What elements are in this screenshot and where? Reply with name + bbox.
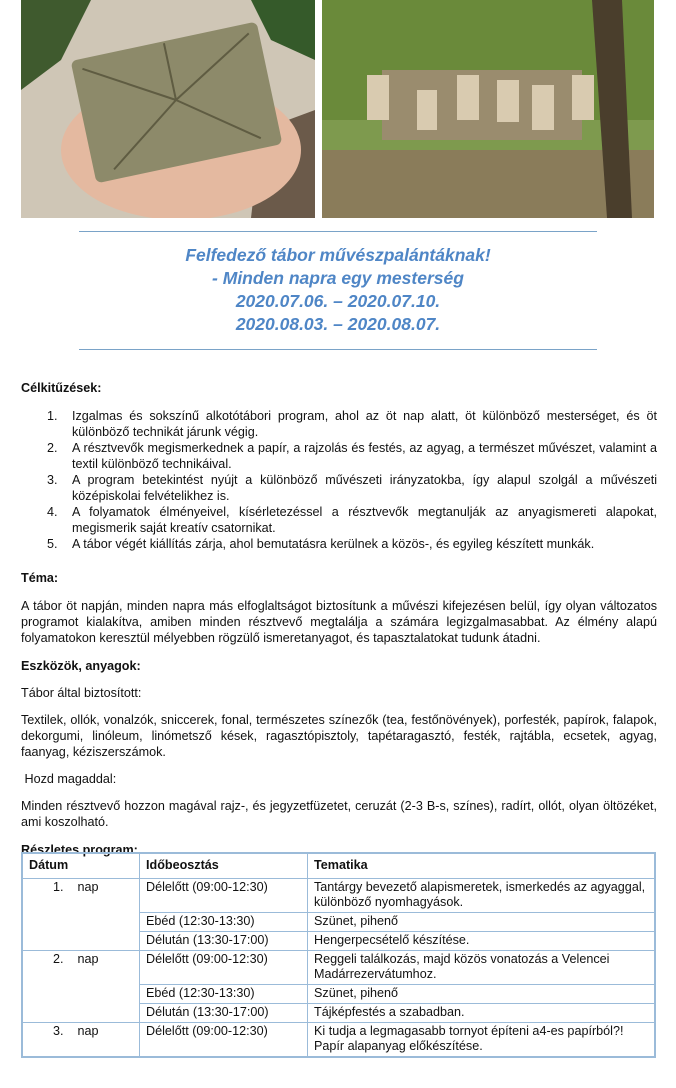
provided-label: Tábor által biztosított:	[21, 686, 142, 700]
header-topic: Tematika	[308, 853, 656, 879]
main-content	[21, 380, 657, 858]
provided-text: Textilek, ollók, vonalzók, sniccerek, fonal, természetes színezők (tea, festőnövények), porfesték, papírok, falapok, dekorgumi, linóleum, linómetsző kések, ragasztópisztoly, tapétaragasztó, festék, rajtábla, ecsetek, agyag, faanyag, kéziszerszámok.	[21, 713, 657, 759]
bring-label: Hozd magaddal:	[21, 772, 117, 786]
header-schedule: Időbeosztás	[140, 853, 308, 879]
goal-item: 1. Izgalmas és sokszínű alkotótábori program, ahol az öt nap alatt, öt különböző mesterséget, és öt különböző technikát járunk végig.	[47, 409, 657, 439]
jumping-kids-photo	[322, 0, 654, 218]
topic-cell: Szünet, pihenő	[308, 913, 656, 932]
day-cell: 2. nap	[22, 951, 140, 1023]
theme-text: A tábor öt napján, minden napra más elfoglaltságot biztosítunk a művészi kifejezésen belül, így olyan változatos programot kialakítva, amiben minden résztvevő megtalálja a számára legizgalmasabbat. Az élmény alapú folyamatokon keresztül mélyebben rögzülő ismeretanyagot, és tapasztalatokat tudunk átadni.	[21, 599, 657, 645]
time-cell: Délután (13:30-17:00)	[140, 1004, 308, 1023]
time-cell: Délelőtt (09:00-12:30)	[140, 951, 308, 985]
topic-cell: Reggeli találkozás, majd közös vonatozás a Velencei Madárrezervátumhoz.	[308, 951, 656, 985]
goal-item: 4. A folyamatok élményeivel, kísérletezéssel a résztvevők megtanulják az anyagismereti alapokat, megismerik saját kreatív csatornikat.	[47, 505, 657, 535]
camp-title	[79, 244, 597, 336]
goal-item: 5. A tábor végét kiállítás zárja, ahol bemutatásra kerülnek a közös-, és egyileg készített munkák.	[47, 537, 595, 551]
time-cell: Ebéd (12:30-13:30)	[140, 913, 308, 932]
title-dates-2: 2020.08.03. – 2020.08.07.	[235, 314, 441, 334]
topic-cell: Hengerpecsételő készítése.	[308, 932, 656, 951]
clay-leaf-photo	[21, 0, 315, 218]
table-row	[22, 879, 655, 913]
topic-cell: Tájképfestés a szabadban.	[308, 1004, 656, 1023]
title-bottom-rule	[79, 349, 597, 350]
topic-cell: Ki tudja a legmagasabb tornyot építeni a4-es papírból?! Papír alapanyag előkészítése.	[308, 1023, 656, 1058]
tools-heading: Eszközök, anyagok:	[21, 659, 141, 673]
goal-item: 3. A program betekintést nyújt a különböző művészeti irányzatokba, így alapul szolgál a művészeti középiskolai felvételikhez is.	[47, 473, 657, 503]
time-cell: Délelőtt (09:00-12:30)	[140, 1023, 308, 1058]
goal-item: 2. A résztvevők megismerkednek a papír, a rajzolás és festés, az agyag, a természet művészet, valamint a textil különböző technikáival.	[47, 441, 657, 471]
topic-cell: Szünet, pihenő	[308, 985, 656, 1004]
topic-cell: Tantárgy bevezető alapismeretek, ismerkedés az agyaggal, különböző nyomhagyások.	[308, 879, 656, 913]
table-header-row	[22, 853, 655, 879]
program-table	[21, 852, 656, 1058]
time-cell: Délelőtt (09:00-12:30)	[140, 879, 308, 913]
time-cell: Ebéd (12:30-13:30)	[140, 985, 308, 1004]
header-photos	[21, 0, 654, 218]
title-dates-1: 2020.07.06. – 2020.07.10.	[235, 291, 441, 311]
table-row	[22, 1023, 655, 1058]
program-heading: Részletes program:	[21, 843, 138, 857]
title-top-rule	[79, 231, 597, 232]
title-line-1: Felfedező tábor művészpalántáknak!	[185, 245, 491, 265]
theme-heading: Téma:	[21, 571, 59, 585]
table-row	[22, 951, 655, 985]
day-cell: 1. nap	[22, 879, 140, 951]
day-cell: 3. nap	[22, 1023, 140, 1058]
goals-heading: Célkitűzések:	[21, 381, 102, 395]
goals-list	[21, 408, 657, 552]
time-cell: Délután (13:30-17:00)	[140, 932, 308, 951]
title-line-2: - Minden napra egy mesterség	[212, 268, 464, 288]
bring-text: Minden résztvevő hozzon magával rajz-, és jegyzetfüzetet, ceruzát (2-3 B-s, színes), radírt, ollót, olyan öltözéket, ami koszolható.	[21, 799, 657, 829]
header-date: Dátum	[22, 853, 140, 879]
